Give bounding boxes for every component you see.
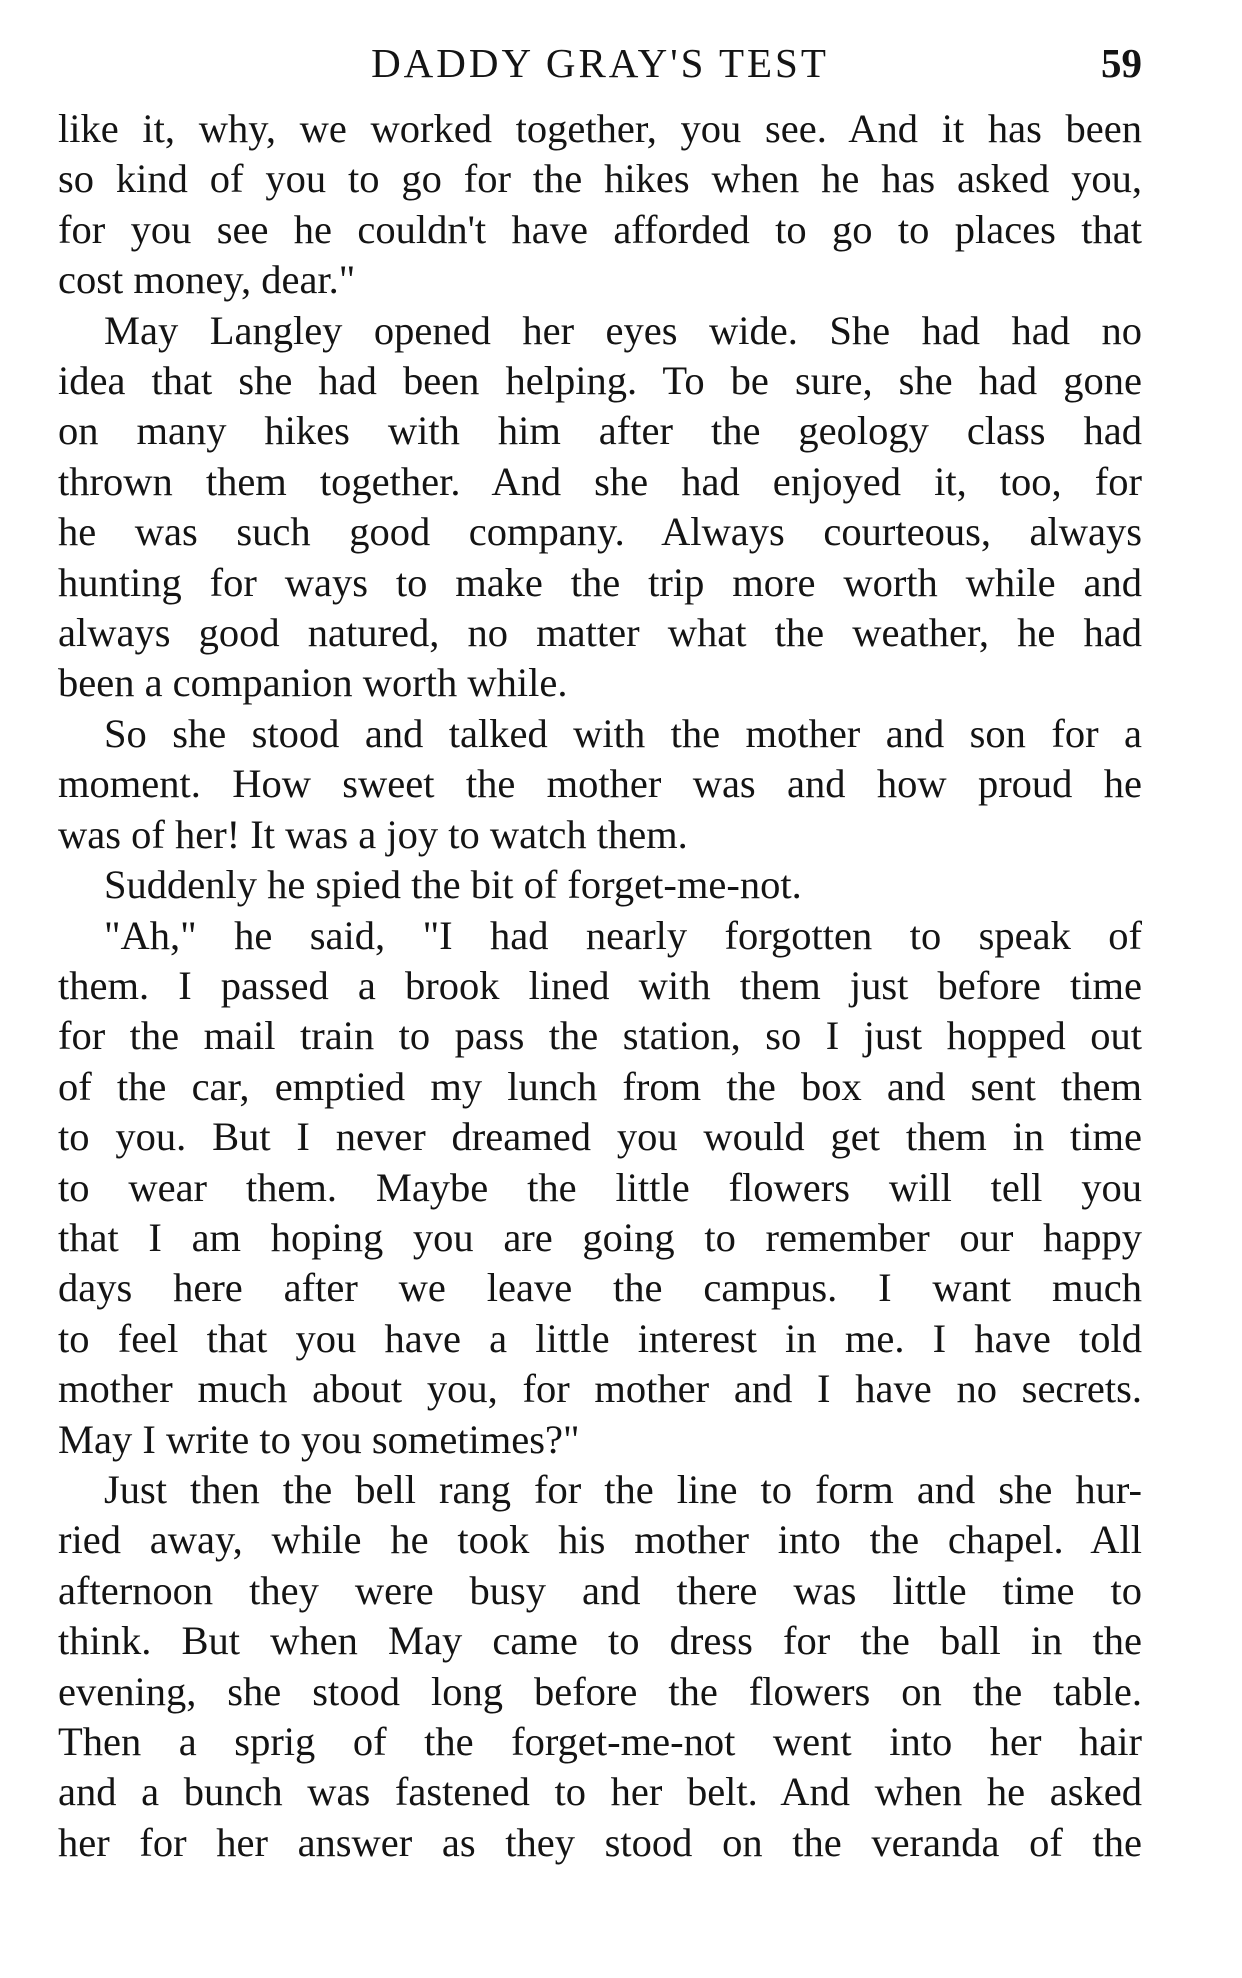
text-line: that I am hoping you are going to remember our happy [58, 1214, 1142, 1260]
text-line: idea that she had been helping. To be sure, she had gone [58, 358, 1142, 404]
text-line: been a companion worth while. [58, 660, 568, 706]
text-line: on many hikes with him after the geology class had [58, 408, 1142, 454]
text-line: evening, she stood long before the flowers on the table. [58, 1668, 1142, 1714]
text-line: to wear them. Maybe the little flowers will tell you [58, 1164, 1142, 1210]
text-line: So she stood and talked with the mother and son for a [104, 710, 1142, 756]
paragraph-4 [58, 860, 1142, 910]
paragraph-5 [58, 911, 1142, 1465]
page-number: 59 [1101, 40, 1142, 86]
text-line: ried away, while he took his mother into the chapel. All [58, 1517, 1142, 1563]
body-text [58, 104, 1142, 1868]
text-line: mother much about you, for mother and I have no secrets. [58, 1366, 1142, 1412]
text-line: days here after we leave the campus. I want much [58, 1265, 1142, 1311]
running-head [58, 38, 1142, 88]
text-line: for you see he couldn't have afforded to go to places that [58, 206, 1142, 252]
text-line: May Langley opened her eyes wide. She had had no [104, 307, 1142, 353]
paragraph-6 [58, 1465, 1142, 1868]
text-line: cost money, dear." [58, 257, 356, 303]
text-line: afternoon they were busy and there was little time to [58, 1567, 1142, 1613]
text-line: think. But when May came to dress for the ball in the [58, 1618, 1142, 1664]
text-line: so kind of you to go for the hikes when he has asked you, [58, 156, 1142, 202]
paragraph-1 [58, 104, 1142, 306]
text-line: hunting for ways to make the trip more worth while and [58, 559, 1142, 605]
text-line: always good natured, no matter what the weather, he had [58, 610, 1142, 656]
text-line: and a bunch was fastened to her belt. And when he asked [58, 1769, 1142, 1815]
text-line: May I write to you sometimes?" [58, 1416, 580, 1462]
text-line: to you. But I never dreamed you would get them in time [58, 1114, 1142, 1160]
text-line: Suddenly he spied the bit of forget-me-not. [104, 862, 802, 908]
text-line: thrown them together. And she had enjoyed it, too, for [58, 458, 1142, 504]
paragraph-2 [58, 306, 1142, 709]
text-line: to feel that you have a little interest in me. I have told [58, 1315, 1142, 1361]
text-line: them. I passed a brook lined with them just before time [58, 962, 1142, 1008]
text-line: Just then the bell rang for the line to form and she hur- [104, 1466, 1142, 1512]
text-line: he was such good company. Always courteous, always [58, 509, 1142, 555]
text-line: her for her answer as they stood on the veranda of the [58, 1819, 1142, 1865]
text-line: was of her! It was a joy to watch them. [58, 811, 688, 857]
text-line: for the mail train to pass the station, so I just hopped out [58, 1013, 1142, 1059]
text-line: like it, why, we worked together, you see. And it has been [58, 106, 1142, 151]
text-line: Then a sprig of the forget-me-not went into her hair [58, 1719, 1142, 1764]
paragraph-3 [58, 709, 1142, 860]
text-line: moment. How sweet the mother was and how proud he [58, 761, 1142, 807]
text-line: of the car, emptied my lunch from the box and sent them [58, 1063, 1142, 1109]
text-line: "Ah," he said, "I had nearly forgotten to speak of [104, 912, 1142, 958]
running-title: DADDY GRAY'S TEST [371, 40, 829, 86]
